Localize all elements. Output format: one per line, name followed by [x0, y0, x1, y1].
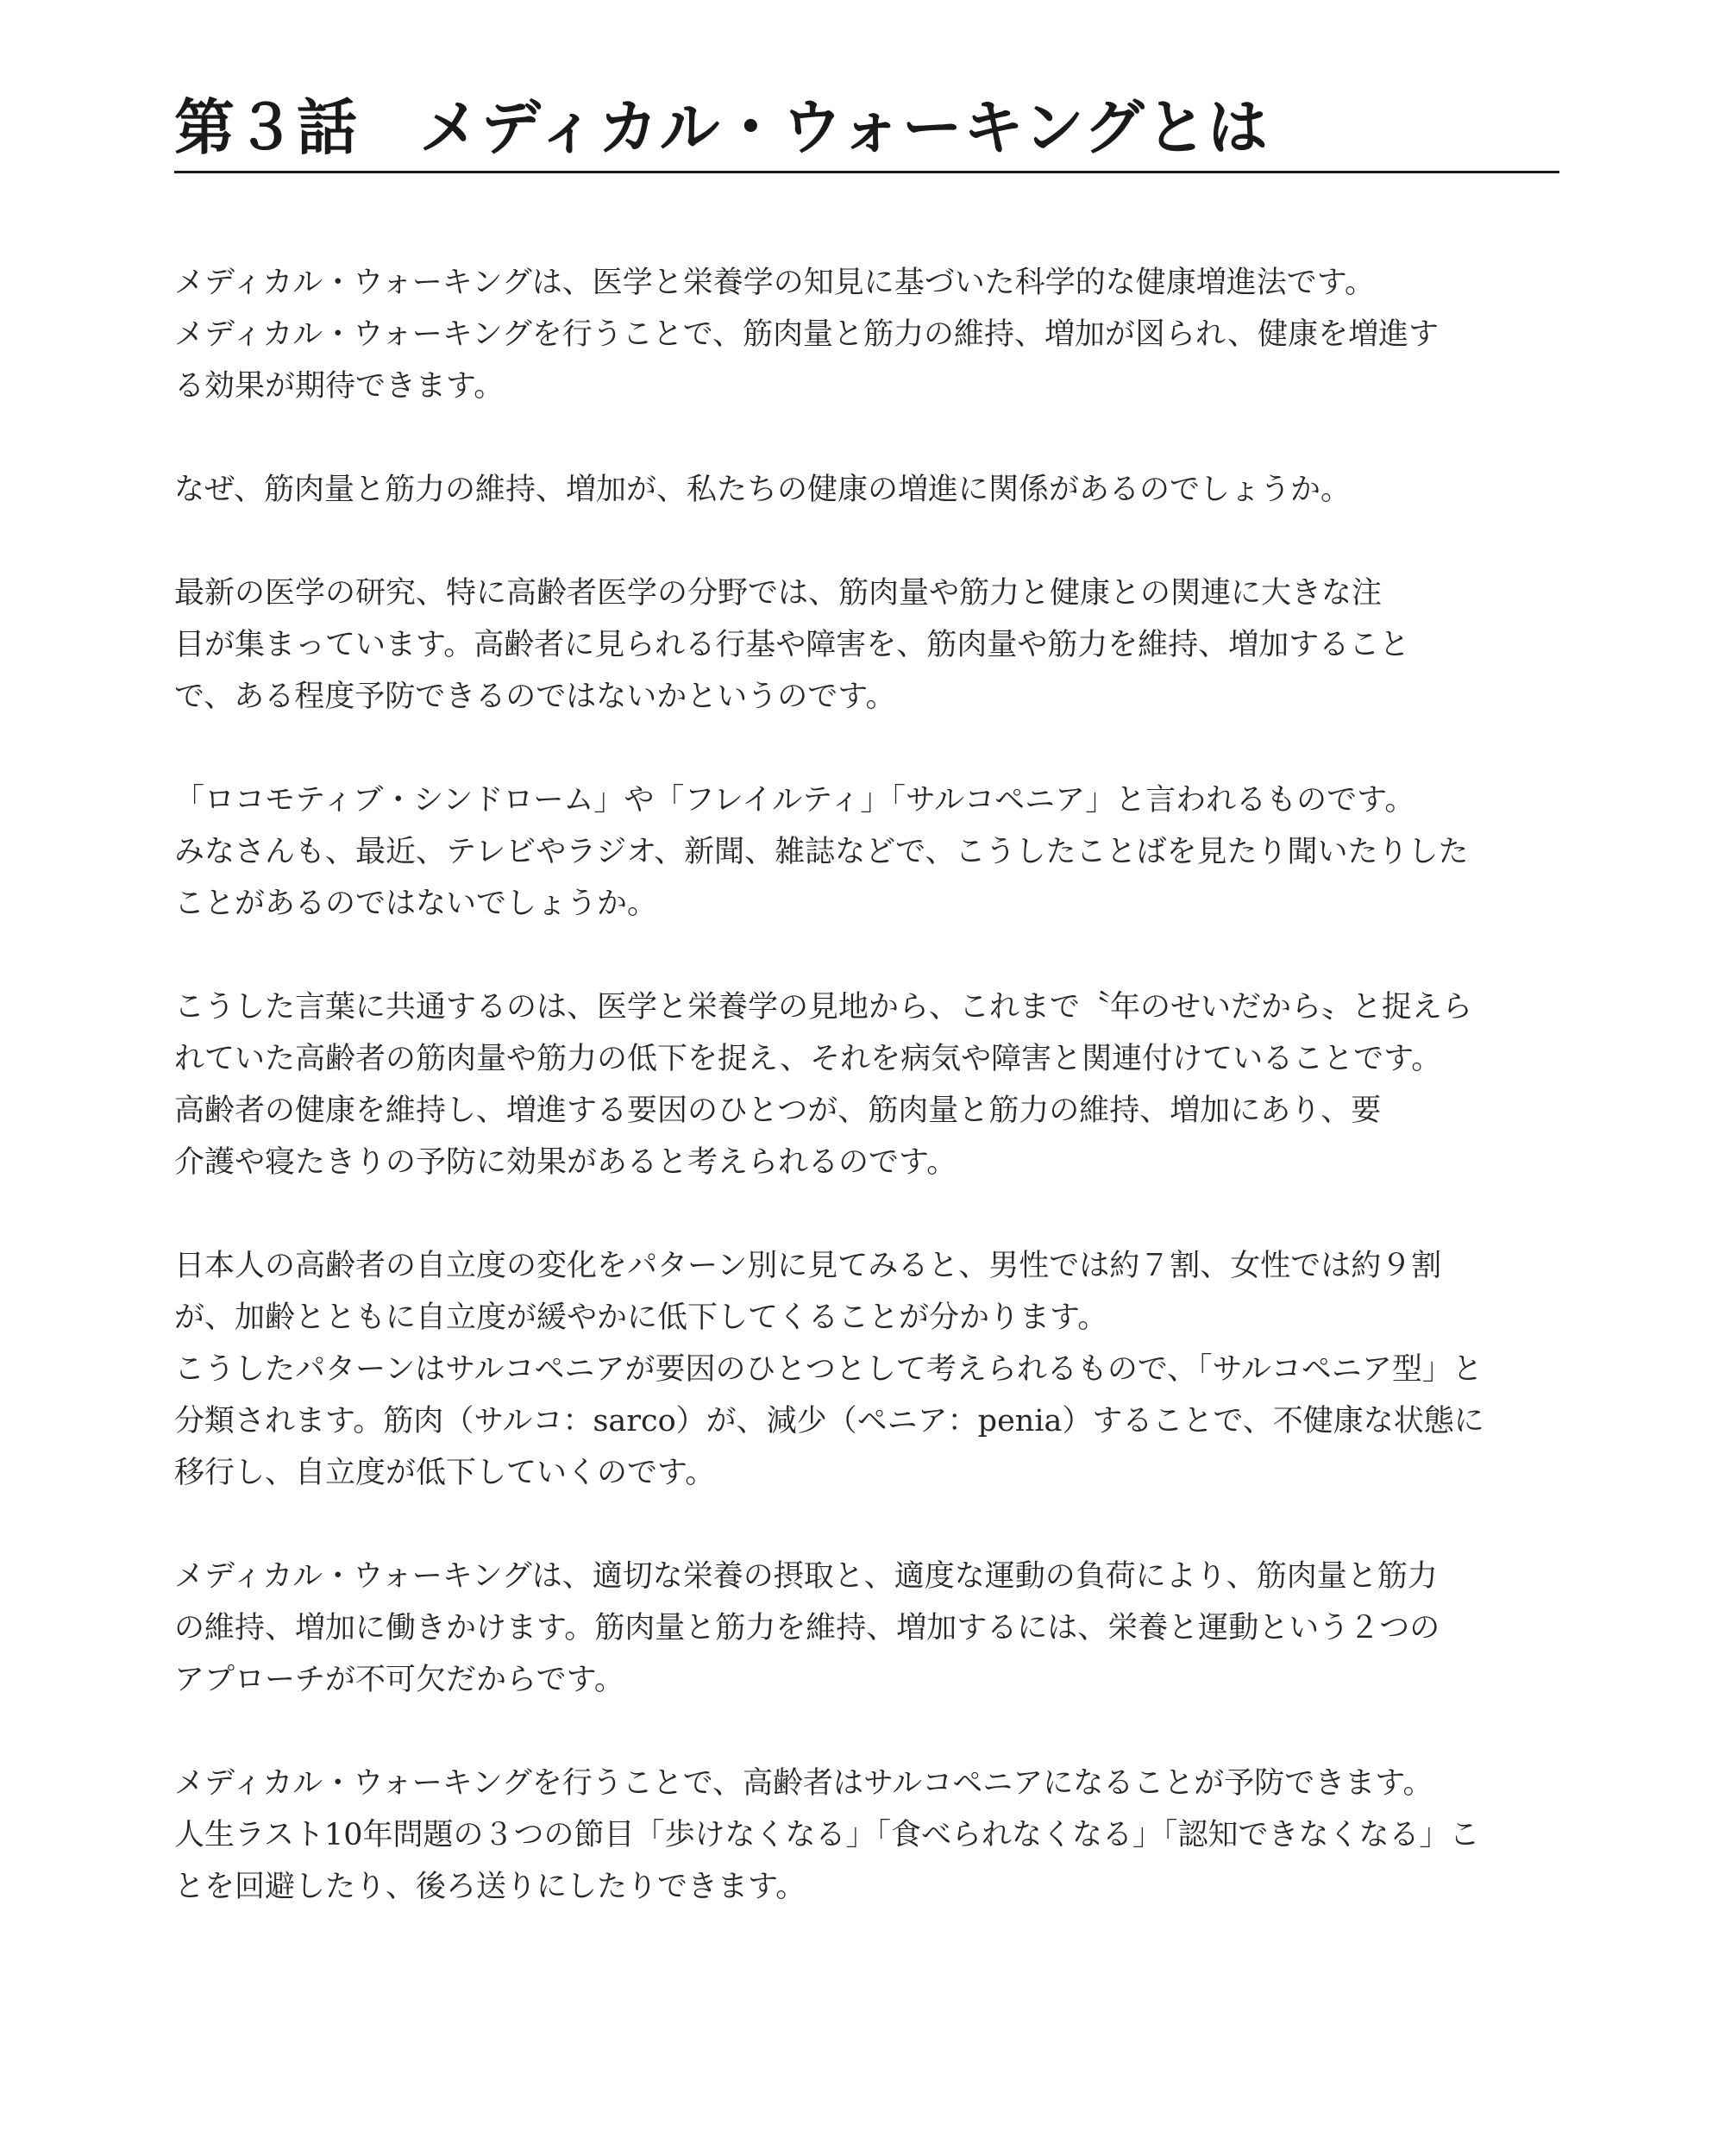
- text-line: アプローチが不可欠だからです。: [174, 1663, 624, 1697]
- paragraph-sarcopenia: [174, 1240, 1559, 1499]
- title-underline: [174, 171, 1559, 173]
- text-line: なぜ、筋肉量と筋力の維持、増加が、私たちの健康の増進に関係があるのでしょうか。: [174, 473, 1351, 507]
- text-line: 人生ラスト10年問題の３つの節目「歩けなくなる」「食べられなくなる」「認知できなくなる」こ: [174, 1818, 1480, 1852]
- text-line: ことがあるのではないでしょうか。: [174, 887, 658, 921]
- text-line: みなさんも、最近、テレビやラジオ、新聞、雑誌などで、こうしたことばを見たり聞いたりした: [174, 835, 1469, 869]
- text-line: 移行し、自立度が低下していくのです。: [174, 1456, 716, 1490]
- text-line: 介護や寝たきりの予防に効果があると考えられるのです。: [174, 1145, 957, 1180]
- body-text: [174, 257, 1559, 1913]
- document-page: [174, 0, 1559, 1965]
- paragraph-common-point: [174, 981, 1559, 1188]
- text-line: とを回避したり、後ろ送りにしたりできます。: [174, 1870, 806, 1904]
- text-line: 最新の医学の研究、特に高齢者医学の分野では、筋肉量や筋力と健康との関連に大きな注: [174, 576, 1383, 611]
- text-line: メディカル・ウォーキングを行うことで、筋肉量と筋力の維持、増加が図られ、健康を増進す: [174, 317, 1440, 352]
- text-line: こうした言葉に共通するのは、医学と栄養学の見地から、これまで〝年のせいだから〟と捉えら: [174, 990, 1473, 1025]
- text-line: メディカル・ウォーキングは、適切な栄養の摂取と、適度な運動の負荷により、筋肉量と筋力: [174, 1559, 1438, 1594]
- paragraph-terms: [174, 774, 1559, 930]
- paragraph-nutrition-exercise: [174, 1551, 1559, 1706]
- text-line: メディカル・ウォーキングを行うことで、高齢者はサルコペニアになることが予防できます。: [174, 1766, 1433, 1801]
- text-line: 「ロコモティブ・シンドローム」や「フレイルティ」「サルコペニア」と言われるものです。: [174, 783, 1415, 818]
- text-line: メディカル・ウォーキングは、医学と栄養学の知見に基づいた科学的な健康増進法です。: [174, 266, 1375, 300]
- text-line: 日本人の高齢者の自立度の変化をパターン別に見てみると、男性では約７割、女性では約９割: [174, 1249, 1442, 1283]
- paragraph-conclusion: [174, 1758, 1559, 1913]
- text-line: の維持、増加に働きかけます。筋肉量と筋力を維持、増加するには、栄養と運動という２つの: [174, 1611, 1440, 1645]
- text-line: 分類されます。筋肉（サルコ：sarco）が、減少（ペニア：penia）することで、不健康な状態に: [174, 1404, 1484, 1438]
- text-line: こうしたパターンはサルコペニアが要因のひとつとして考えられるもので、「サルコペニア型」と: [174, 1352, 1483, 1387]
- text-line: が、加齢とともに自立度が緩やかに低下してくることが分かります。: [174, 1300, 1108, 1335]
- text-line: る効果が期待できます。: [174, 369, 505, 404]
- text-line: れていた高齢者の筋肉量や筋力の低下を捉え、それを病気や障害と関連付けていることです。: [174, 1042, 1442, 1076]
- text-line: 高齢者の健康を維持し、増進する要因のひとつが、筋肉量と筋力の維持、増加にあり、要: [174, 1094, 1382, 1128]
- text-line: 目が集まっています。高齢者に見られる行基や障害を、筋肉量や筋力を維持、増加すること: [174, 628, 1410, 662]
- paragraph-intro: [174, 257, 1559, 412]
- paragraph-question: [174, 464, 1559, 516]
- paragraph-research: [174, 567, 1559, 723]
- text-line: で、ある程度予防できるのではないかというのです。: [174, 680, 896, 714]
- chapter-title: 第３話 メディカル・ウォーキングとは: [174, 92, 1269, 163]
